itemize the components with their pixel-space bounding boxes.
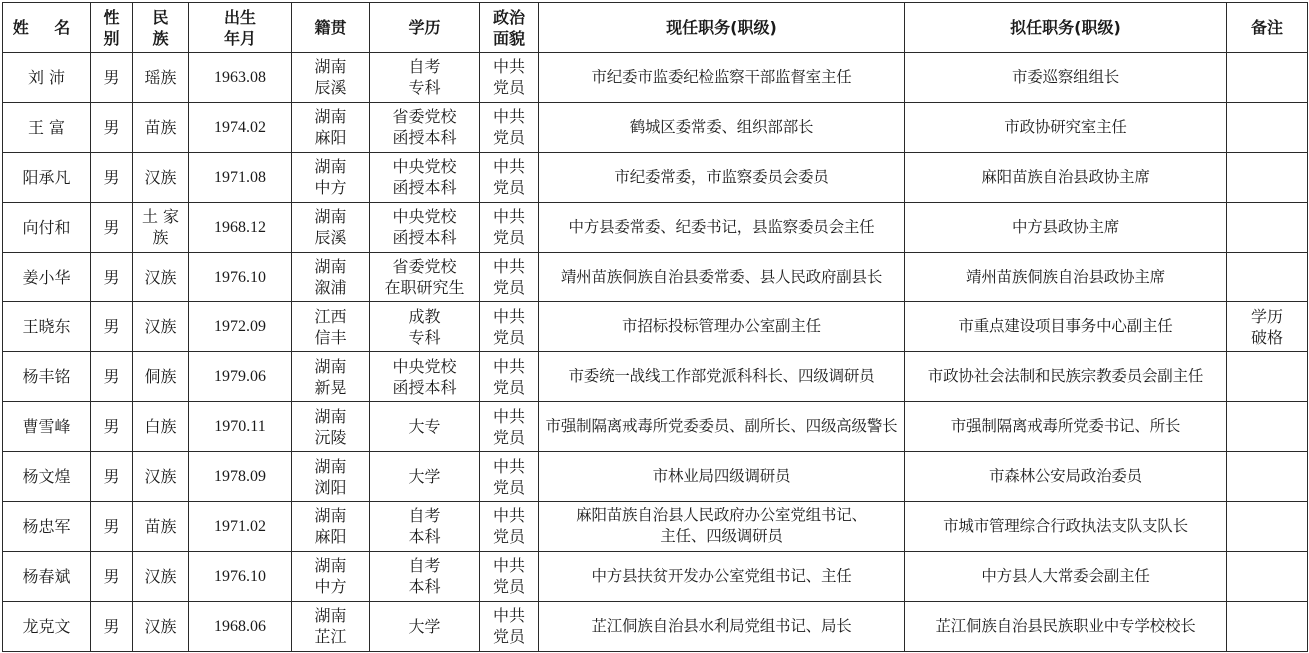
- cell-name: 王 富: [3, 102, 91, 152]
- cell-gender: 男: [91, 302, 133, 352]
- cell-ethnicity: 汉族: [133, 601, 189, 651]
- cell-political: 中共 党员: [480, 352, 539, 402]
- cell-remarks: [1227, 452, 1308, 502]
- header-proposed-position: 拟任职务(职级): [905, 3, 1227, 53]
- cell-political: 中共 党员: [480, 102, 539, 152]
- cell-remarks: [1227, 502, 1308, 552]
- cell-current-position: 芷江侗族自治县水利局党组书记、局长: [539, 601, 905, 651]
- cell-political: 中共 党员: [480, 402, 539, 452]
- cell-current-position: 市招标投标管理办公室副主任: [539, 302, 905, 352]
- cell-gender: 男: [91, 452, 133, 502]
- cell-proposed-position: 市城市管理综合行政执法支队支队长: [905, 502, 1227, 552]
- header-origin: 籍贯: [292, 3, 370, 53]
- cell-remarks: [1227, 252, 1308, 302]
- cell-current-position: 市纪委常委，市监察委员会委员: [539, 152, 905, 202]
- cell-political: 中共 党员: [480, 252, 539, 302]
- cell-political: 中共 党员: [480, 302, 539, 352]
- header-remarks: 备注: [1227, 3, 1308, 53]
- cell-birth: 1970.11: [189, 402, 292, 452]
- appointment-table: [2, 2, 1308, 652]
- header-name: 姓 名: [3, 3, 91, 53]
- header-row: [3, 3, 1308, 53]
- cell-name: 王晓东: [3, 302, 91, 352]
- cell-remarks: [1227, 102, 1308, 152]
- cell-ethnicity: 汉族: [133, 452, 189, 502]
- cell-proposed-position: 市强制隔离戒毒所党委书记、所长: [905, 402, 1227, 452]
- cell-origin: 湖南 中方: [292, 551, 370, 601]
- cell-origin: 湖南 辰溪: [292, 53, 370, 103]
- header-education: 学历: [370, 3, 480, 53]
- cell-current-position: 中方县委常委、纪委书记，县监察委员会主任: [539, 202, 905, 252]
- cell-ethnicity: 侗族: [133, 352, 189, 402]
- cell-political: 中共 党员: [480, 53, 539, 103]
- cell-origin: 湖南 溆浦: [292, 252, 370, 302]
- cell-education: 大学: [370, 452, 480, 502]
- cell-current-position: 麻阳苗族自治县人民政府办公室党组书记、 主任、四级调研员: [539, 502, 905, 552]
- cell-origin: 湖南 麻阳: [292, 502, 370, 552]
- cell-birth: 1976.10: [189, 252, 292, 302]
- table-row: [3, 252, 1308, 302]
- cell-education: 自考 专科: [370, 53, 480, 103]
- cell-birth: 1971.08: [189, 152, 292, 202]
- header-current-position: 现任职务(职级): [539, 3, 905, 53]
- cell-birth: 1976.10: [189, 551, 292, 601]
- cell-political: 中共 党员: [480, 452, 539, 502]
- cell-current-position: 市纪委市监委纪检监察干部监督室主任: [539, 53, 905, 103]
- cell-birth: 1963.08: [189, 53, 292, 103]
- cell-proposed-position: 市森林公安局政治委员: [905, 452, 1227, 502]
- cell-remarks: [1227, 202, 1308, 252]
- cell-name: 杨丰铭: [3, 352, 91, 402]
- cell-birth: 1968.12: [189, 202, 292, 252]
- cell-ethnicity: 苗族: [133, 502, 189, 552]
- cell-origin: 湖南 麻阳: [292, 102, 370, 152]
- cell-education: 省委党校 在职研究生: [370, 252, 480, 302]
- cell-gender: 男: [91, 601, 133, 651]
- table-row: [3, 452, 1308, 502]
- cell-proposed-position: 市重点建设项目事务中心副主任: [905, 302, 1227, 352]
- cell-gender: 男: [91, 152, 133, 202]
- cell-name: 阳承凡: [3, 152, 91, 202]
- cell-ethnicity: 汉族: [133, 152, 189, 202]
- cell-education: 中央党校 函授本科: [370, 202, 480, 252]
- cell-education: 大学: [370, 601, 480, 651]
- cell-ethnicity: 苗族: [133, 102, 189, 152]
- cell-gender: 男: [91, 502, 133, 552]
- cell-origin: 湖南 沅陵: [292, 402, 370, 452]
- cell-proposed-position: 芷江侗族自治县民族职业中专学校校长: [905, 601, 1227, 651]
- cell-name: 杨忠军: [3, 502, 91, 552]
- cell-education: 自考 本科: [370, 502, 480, 552]
- cell-education: 中央党校 函授本科: [370, 352, 480, 402]
- table-row: [3, 202, 1308, 252]
- cell-gender: 男: [91, 352, 133, 402]
- cell-origin: 湖南 芷江: [292, 601, 370, 651]
- cell-name: 刘 沛: [3, 53, 91, 103]
- cell-remarks: 学历 破格: [1227, 302, 1308, 352]
- cell-origin: 湖南 中方: [292, 152, 370, 202]
- cell-ethnicity: 土 家 族: [133, 202, 189, 252]
- cell-name: 龙克文: [3, 601, 91, 651]
- table-row: [3, 601, 1308, 651]
- cell-birth: 1978.09: [189, 452, 292, 502]
- cell-origin: 江西 信丰: [292, 302, 370, 352]
- table-row: [3, 502, 1308, 552]
- cell-gender: 男: [91, 551, 133, 601]
- cell-current-position: 市委统一战线工作部党派科科长、四级调研员: [539, 352, 905, 402]
- cell-current-position: 靖州苗族侗族自治县委常委、县人民政府副县长: [539, 252, 905, 302]
- cell-gender: 男: [91, 202, 133, 252]
- cell-education: 省委党校 函授本科: [370, 102, 480, 152]
- cell-birth: 1979.06: [189, 352, 292, 402]
- table-row: [3, 152, 1308, 202]
- cell-name: 杨文煌: [3, 452, 91, 502]
- cell-proposed-position: 市政协研究室主任: [905, 102, 1227, 152]
- cell-education: 中央党校 函授本科: [370, 152, 480, 202]
- cell-proposed-position: 市政协社会法制和民族宗教委员会副主任: [905, 352, 1227, 402]
- cell-birth: 1972.09: [189, 302, 292, 352]
- table-row: [3, 102, 1308, 152]
- cell-ethnicity: 汉族: [133, 252, 189, 302]
- cell-remarks: [1227, 402, 1308, 452]
- cell-current-position: 中方县扶贫开发办公室党组书记、主任: [539, 551, 905, 601]
- cell-current-position: 鹤城区委常委、组织部部长: [539, 102, 905, 152]
- cell-name: 杨春斌: [3, 551, 91, 601]
- cell-name: 曹雪峰: [3, 402, 91, 452]
- cell-current-position: 市林业局四级调研员: [539, 452, 905, 502]
- cell-remarks: [1227, 551, 1308, 601]
- cell-political: 中共 党员: [480, 551, 539, 601]
- cell-remarks: [1227, 601, 1308, 651]
- cell-political: 中共 党员: [480, 152, 539, 202]
- cell-origin: 湖南 辰溪: [292, 202, 370, 252]
- cell-ethnicity: 汉族: [133, 551, 189, 601]
- cell-current-position: 市强制隔离戒毒所党委委员、副所长、四级高级警长: [539, 402, 905, 452]
- cell-birth: 1968.06: [189, 601, 292, 651]
- cell-political: 中共 党员: [480, 202, 539, 252]
- cell-ethnicity: 瑶族: [133, 53, 189, 103]
- table-row: [3, 402, 1308, 452]
- cell-birth: 1971.02: [189, 502, 292, 552]
- cell-gender: 男: [91, 102, 133, 152]
- cell-remarks: [1227, 152, 1308, 202]
- cell-remarks: [1227, 53, 1308, 103]
- cell-name: 向付和: [3, 202, 91, 252]
- cell-proposed-position: 靖州苗族侗族自治县政协主席: [905, 252, 1227, 302]
- cell-proposed-position: 麻阳苗族自治县政协主席: [905, 152, 1227, 202]
- cell-origin: 湖南 新晃: [292, 352, 370, 402]
- table-row: [3, 53, 1308, 103]
- cell-origin: 湖南 浏阳: [292, 452, 370, 502]
- cell-political: 中共 党员: [480, 502, 539, 552]
- cell-ethnicity: 白族: [133, 402, 189, 452]
- cell-remarks: [1227, 352, 1308, 402]
- table-row: [3, 551, 1308, 601]
- header-birth: 出生 年月: [189, 3, 292, 53]
- cell-education: 大专: [370, 402, 480, 452]
- table-row: [3, 352, 1308, 402]
- header-political: 政治 面貌: [480, 3, 539, 53]
- cell-gender: 男: [91, 53, 133, 103]
- cell-proposed-position: 市委巡察组组长: [905, 53, 1227, 103]
- cell-name: 姜小华: [3, 252, 91, 302]
- table-row: [3, 302, 1308, 352]
- cell-proposed-position: 中方县政协主席: [905, 202, 1227, 252]
- cell-ethnicity: 汉族: [133, 302, 189, 352]
- cell-gender: 男: [91, 402, 133, 452]
- cell-proposed-position: 中方县人大常委会副主任: [905, 551, 1227, 601]
- cell-education: 成教 专科: [370, 302, 480, 352]
- header-ethnicity: 民 族: [133, 3, 189, 53]
- cell-gender: 男: [91, 252, 133, 302]
- cell-education: 自考 本科: [370, 551, 480, 601]
- cell-birth: 1974.02: [189, 102, 292, 152]
- header-gender: 性 别: [91, 3, 133, 53]
- cell-political: 中共 党员: [480, 601, 539, 651]
